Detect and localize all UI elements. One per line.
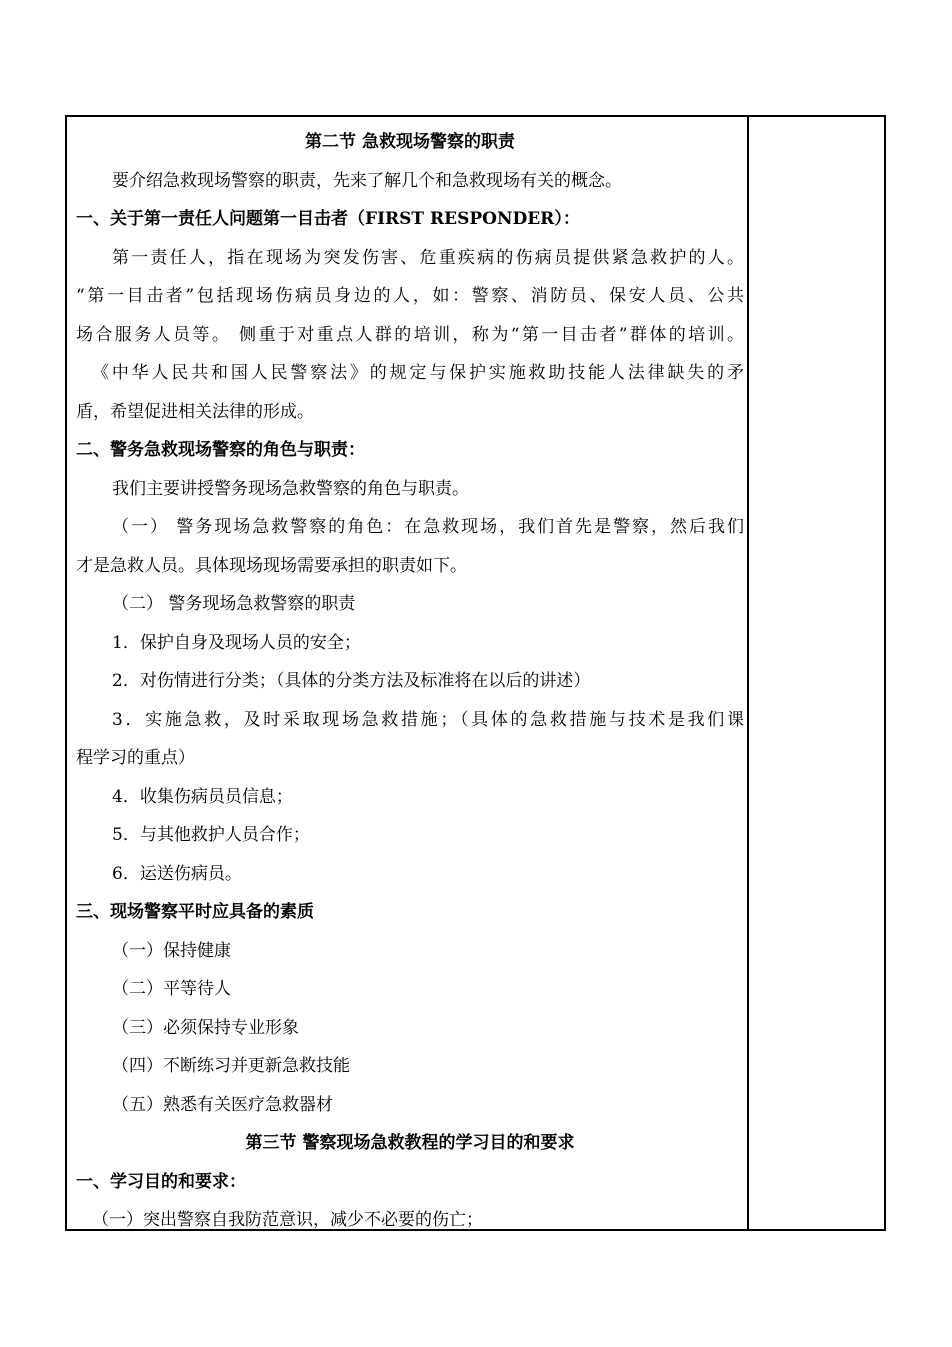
text-line: 一、学习目的和要求：	[76, 1171, 246, 1192]
text-line: （三）必须保持专业形象	[112, 1017, 299, 1038]
text-line: （四）不断练习并更新急救技能	[112, 1056, 350, 1076]
text-line: 6．运送伤病员。	[112, 863, 242, 884]
table-column-divider	[747, 115, 749, 1231]
text-line: 程学习的重点）	[76, 748, 195, 768]
text-line: 一、关于第一责任人问题第一目击者（FIRST RESPONDER）：	[76, 209, 580, 229]
text-line: 《中华人民共和国人民警察法》的规定与保护实施救助技能人法律缺失的矛	[92, 363, 744, 383]
text-line: 3．实施急救，及时采取现场急救措施；（具体的急救措施与技术是我们课	[112, 709, 744, 730]
text-line: 第三节 警察现场急救教程的学习目的和要求	[245, 1133, 575, 1153]
text-line: 4．收集伤病员员信息；	[112, 786, 293, 807]
text-line: （二）平等待人	[112, 979, 231, 999]
text-line: 我们主要讲授警务现场急救警察的角色与职责。	[112, 478, 469, 499]
text-line: （一） 警务现场急救警察的角色：在急救现场，我们首先是警察，然后我们	[112, 517, 744, 537]
text-line: （一）保持健康	[112, 940, 231, 961]
text-line: （二） 警务现场急救警察的职责	[112, 594, 356, 614]
text-line: “第一目击者”包括现场伤病员身边的人，如：警察、消防员、保安人员、公共	[76, 286, 744, 306]
text-line: 场合服务人员等。 侧重于对重点人群的培训，称为“第一目击者”群体的培训。	[76, 324, 744, 345]
text-line: 盾，希望促进相关法律的形成。	[76, 401, 314, 422]
text-line: （五）熟悉有关医疗急救器材	[112, 1094, 333, 1115]
text-line: 要介绍急救现场警察的职责，先来了解几个和急救现场有关的概念。	[112, 170, 622, 191]
text-line: 第二节 急救现场警察的职责	[305, 132, 515, 152]
text-line: 三、现场警察平时应具备的素质	[76, 902, 314, 922]
text-line: 5．与其他救护人员合作；	[112, 825, 310, 845]
text-line: （一）突出警察自我防范意识，减少不必要的伤亡；	[92, 1210, 483, 1230]
text-line: 第一责任人，指在现场为突发伤害、危重疾病的伤病员提供紧急救护的人。	[112, 247, 744, 268]
document-body	[76, 123, 744, 1240]
text-line: 二、警务急救现场警察的角色与职责：	[76, 440, 365, 460]
text-line: 1．保护自身及现场人员的安全；	[112, 632, 361, 653]
text-line: 才是急救人员。具体现场现场需要承担的职责如下。	[76, 555, 467, 576]
text-line: 2．对伤情进行分类；（具体的分类方法及标准将在以后的讲述）	[112, 671, 591, 691]
